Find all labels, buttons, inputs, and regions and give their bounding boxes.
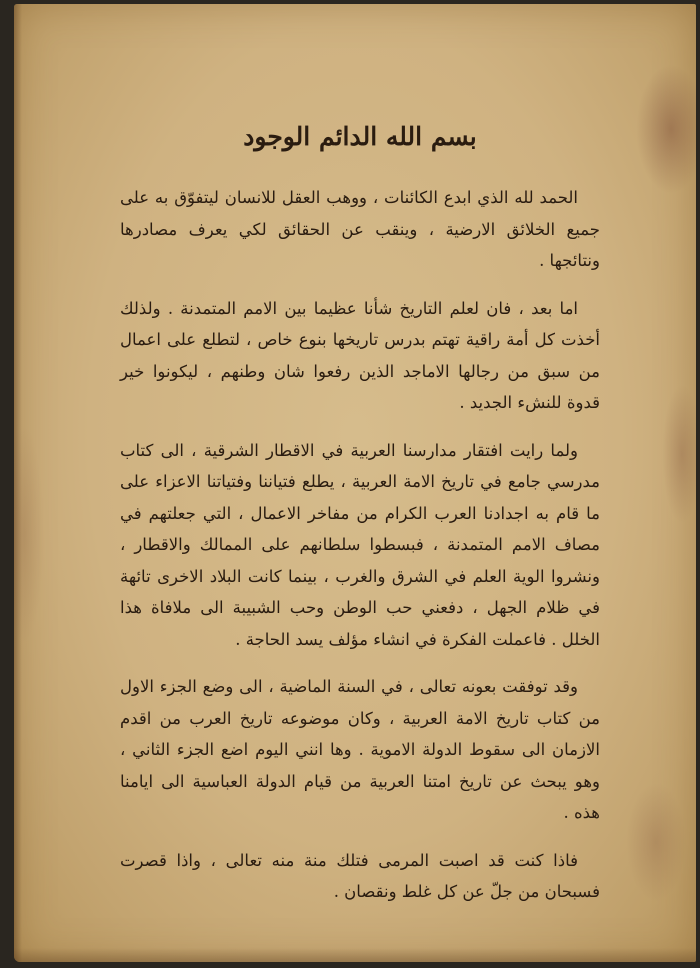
page-bottom-shadow	[14, 948, 696, 962]
paper-stain	[626, 782, 686, 902]
paragraph: ولما رايت افتقار مدارسنا العربية في الاقطار الشرقية ، الى كتاب مدرسي جامع في تاريخ الامة العربية ، يطلع فتياننا وفتياتنا الاعزاء على ما قام به اجدادنا العرب الكرام من مفاخر الاعمال ، التي جعلتهم في مصاف الامم المتمدنة ، فبسطوا سلطانهم على الممالك والاقطار ، ونشروا الوية العلم في الشرق والغرب ، بينما كانت البلاد الاخرى تائهة في ظلام الجهل ، دفعني حب الوطن وحب الشبيبة الى ملافاة هذا الخلل . فاعملت الفكرة في انشاء مؤلف يسد الحاجة .	[120, 440, 600, 649]
paper-stain	[662, 384, 696, 524]
paragraph: اما بعد ، فان لعلم التاريخ شأنا عظيما بين الامم المتمدنة . ولذلك أخذت كل أمة راقية تهتم بدرس تاريخها بنوع خاص ، لتطلع على اعمال من سبق من رجالها الاماجد الذين رفعوا شان وطنهم ، ليكونوا خير قدوة للنشء الجديد .	[120, 298, 600, 412]
paper-stain	[14, 424, 44, 644]
scanned-page	[14, 4, 696, 962]
paragraph: فاذا كنت قد اصبت المرمى فتلك منة منه تعالى ، واذا قصرت فسبحان من جلّ عن كل غلط ونقصان .	[120, 850, 600, 901]
paper-stain	[636, 64, 696, 194]
page-heading: بسم الله الدائم الوجود	[243, 122, 477, 151]
page-content	[120, 122, 600, 924]
paragraph: وقد توفقت بعونه تعالى ، في السنة الماضية ، الى وضع الجزء الاول من كتاب تاريخ الامة العربية ، وكان موضوعه تاريخ العرب من اقدم الازمان الى سقوط الدولة الاموية . وها انني اليوم اضع الجزء الثاني ، وهو يبحث عن تاريخ امتنا العربية من قيام الدولة العباسية الى ايامنا هذه .	[120, 677, 600, 822]
paragraph: الحمد لله الذي ابدع الكائنات ، ووهب العقل للانسان ليتفوّق به على جميع الخلائق الارضية ، وينقب عن الحقائق لكي يعرف مصادرها ونتائجها .	[120, 188, 600, 270]
